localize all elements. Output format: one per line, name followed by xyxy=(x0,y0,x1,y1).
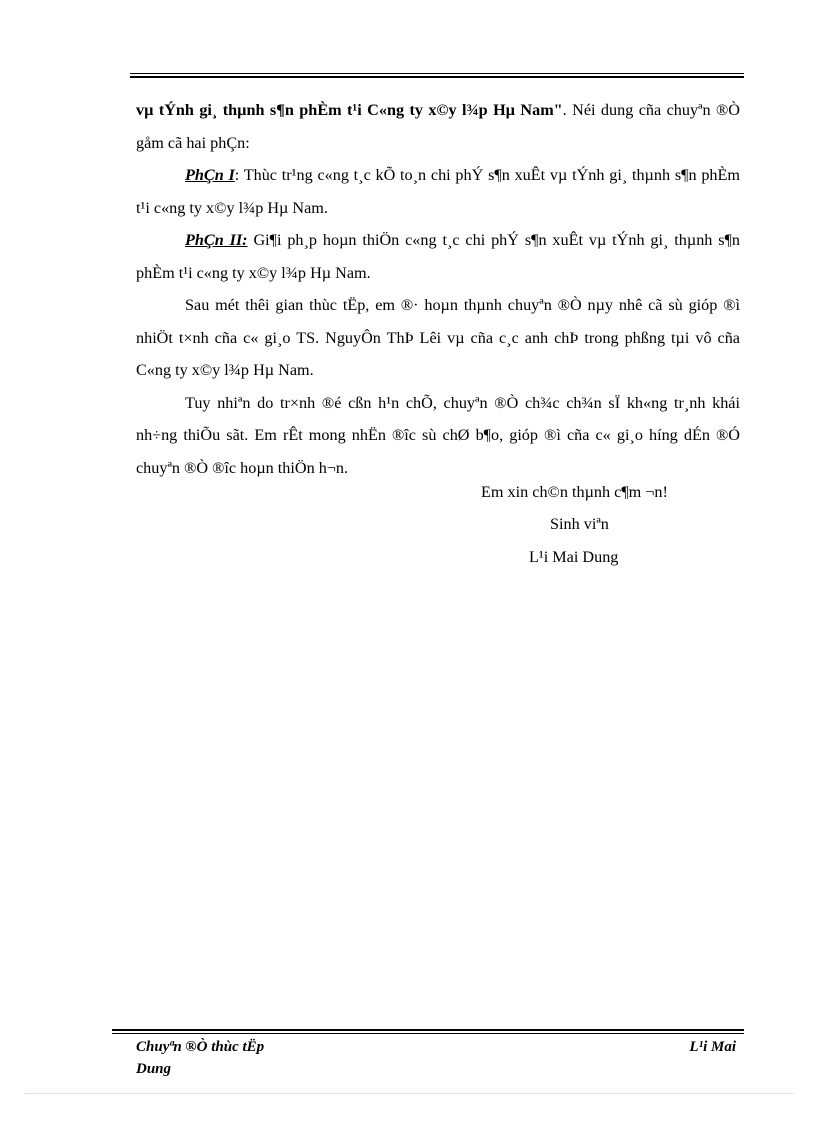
header-rule xyxy=(130,73,744,79)
paragraph-part-1: PhÇn I: Thùc tr¹ng c«ng t¸c kÕ to¸n chi phÝ s¶n xuÊt vµ tÝnh gi¸ thµnh s¶n phÈm t¹i c«ng ty x©y l¾p Hµ Nam. xyxy=(136,166,740,217)
paragraph-part-2: PhÇn II: Gi¶i ph¸p hoµn thiÖn c«ng t¸c chi phÝ s¶n xuÊt vµ tÝnh gi¸ thµnh s¶n phÈm t¹i c«ng ty x©y l¾p Hµ Nam. xyxy=(136,231,740,282)
page-edge xyxy=(24,1093,794,1094)
footer-title-continued: Dung xyxy=(136,1061,172,1077)
paragraph-acknowledgement: Sau mét thêi gian thùc tËp, em ®· hoµn thµnh chuyªn ®Ò nµy nhê cã sù gióp ®ì nhiÖt t×nh cña c« gi¸o TS. NguyÔn ThÞ Lêi vµ cña c¸c anh chÞ trong phßng tµi vô cña C«ng ty x©y l¾p Hµ Nam. xyxy=(136,296,740,379)
paragraph-intro: vµ tÝnh gi¸ thµnh s¶n phÈm t¹i C«ng ty x©y l¾p Hµ Nam". Néi dung cña chuyªn ®Ò gåm cã hai phÇn: xyxy=(136,101,740,152)
title-fragment: vµ tÝnh gi¸ thµnh s¶n phÈm t¹i C«ng ty x©y l¾p Hµ Nam" xyxy=(136,101,563,119)
body-text xyxy=(136,94,740,484)
footer-left xyxy=(136,1036,264,1080)
part-2-label: PhÇn II: xyxy=(185,231,248,249)
signature-name: L¹i Mai Dung xyxy=(529,548,619,566)
thanks-line: Em xin ch©n thµnh c¶m ¬n! xyxy=(481,483,668,501)
paragraph-limitations: Tuy nhiªn do tr×nh ®é cßn h¹n chÕ, chuyªn ®Ò ch¾c ch¾n sÏ kh«ng tr¸nh khái nh÷ng thiÕu sãt. Em rÊt mong nhËn ®îc sù chØ b¶o, gióp ®ì cña c« gi¸o híng dÉn ®Ó chuyªn ®Ò ®îc hoµn thiÖn h¬n. xyxy=(136,393,740,477)
footer-author: L¹i Mai xyxy=(689,1039,736,1055)
signature-role: Sinh viªn xyxy=(550,515,609,533)
part-1-label: PhÇn I xyxy=(185,166,235,184)
footer-rule xyxy=(112,1029,744,1035)
footer-title: Chuyªn ®Ò thùc tËp xyxy=(136,1039,265,1055)
